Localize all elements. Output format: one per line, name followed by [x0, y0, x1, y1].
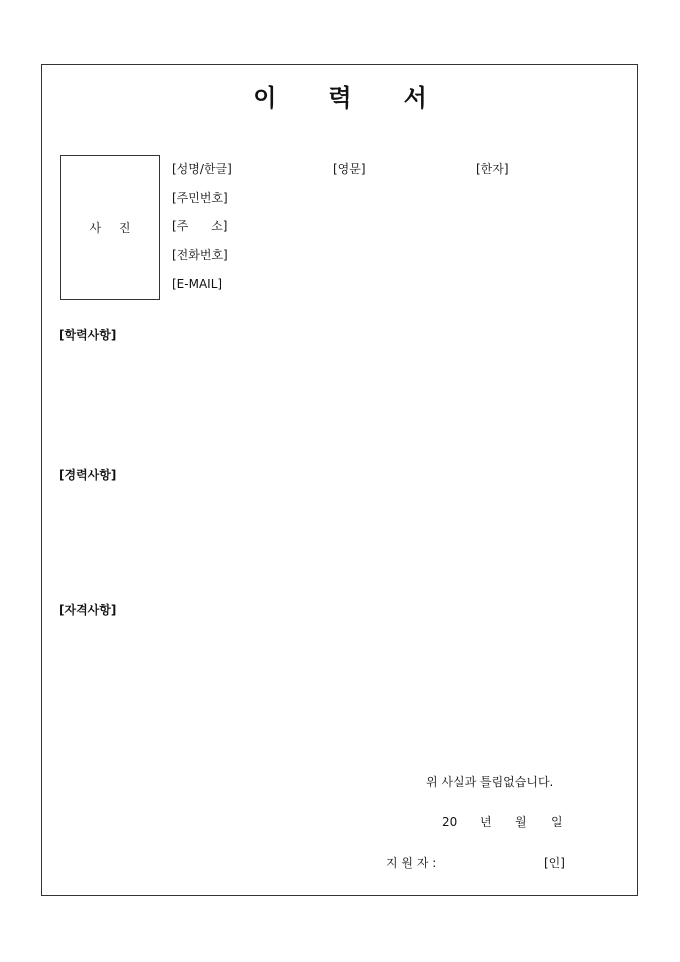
title-char-1: 이 [253, 84, 277, 112]
title-char-2: 력 [328, 84, 352, 112]
document-title [0, 78, 680, 113]
seal-label: [인] [544, 856, 565, 870]
confirmation-statement: 위 사실과 틀림없습니다. [426, 775, 554, 789]
qualifications-heading: [자격사항] [59, 603, 117, 617]
education-heading: [학력사항] [59, 328, 117, 342]
email-label: [E-MAIL] [172, 277, 223, 291]
applicant-label: 지 원 자 : [386, 856, 437, 870]
date-year: 20 [442, 815, 458, 829]
name-hangul-label: [성명/한글] [172, 162, 232, 176]
name-english-label: [영문] [333, 162, 366, 176]
date-day-unit: 일 [551, 815, 563, 829]
address-label: [주 소] [172, 219, 228, 233]
photo-label: 사 진 [89, 221, 131, 235]
phone-label: [전화번호] [172, 248, 228, 262]
resident-number-label: [주민번호] [172, 191, 228, 205]
date-month-unit: 월 [515, 815, 527, 829]
career-heading: [경력사항] [59, 468, 117, 482]
name-hanja-label: [한자] [476, 162, 509, 176]
date-year-unit: 년 [480, 815, 492, 829]
title-char-3: 서 [403, 84, 427, 112]
photo-box[interactable] [60, 155, 160, 300]
